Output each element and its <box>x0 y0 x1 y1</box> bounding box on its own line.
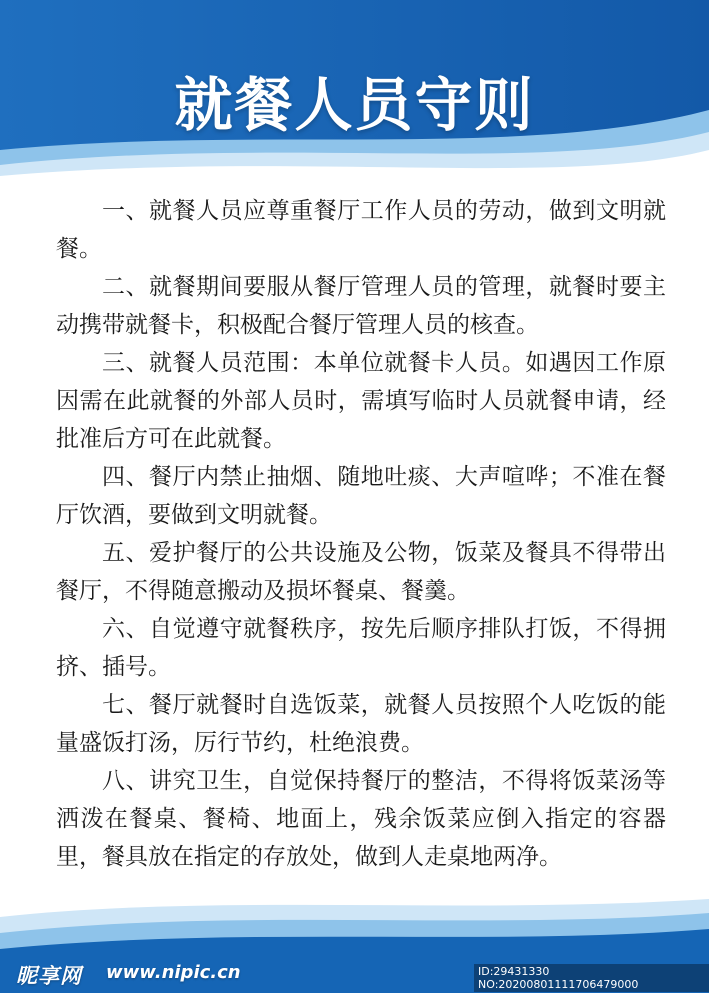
rules-list <box>56 192 666 876</box>
watermark-site: www.nipic.cn <box>106 962 241 983</box>
rule-item: 一、就餐人员应尊重餐厅工作人员的劳动，做到文明就餐。 <box>56 198 666 262</box>
rule-item: 七、餐厅就餐时自选饭菜，就餐人员按照个人吃饭的能量盛饭打汤，厉行节约，杜绝浪费。 <box>56 692 666 756</box>
rule-item: 八、讲究卫生，自觉保持餐厅的整洁，不得将饭菜汤等洒泼在餐桌、餐椅、地面上，残余饭菜应倒入指定的容器里，餐具放在指定的存放处，做到人走桌地两净。 <box>56 768 666 870</box>
rule-item: 三、就餐人员范围：本单位就餐卡人员。如遇因工作原因需在此就餐的外部人员时，需填写临时人员就餐申请，经批准后方可在此就餐。 <box>56 350 666 452</box>
rule-item: 六、自觉遵守就餐秩序，按先后顺序排队打饭，不得拥挤、插号。 <box>56 616 666 680</box>
watermark-id: ID:29431330 NO:20200801111706479000 <box>474 964 709 992</box>
watermark-logo: 昵享网 <box>16 964 82 988</box>
page-title: 就餐人员守则 <box>174 71 535 139</box>
rule-item: 四、餐厅内禁止抽烟、随地吐痰、大声喧哗；不准在餐厅饮酒，要做到文明就餐。 <box>56 464 666 528</box>
rule-item: 五、爱护餐厅的公共设施及公物，饭菜及餐具不得带出餐厅，不得随意搬动及损坏餐桌、餐羹。 <box>56 540 666 604</box>
rule-item: 二、就餐期间要服从餐厅管理人员的管理，就餐时要主动携带就餐卡，积极配合餐厅管理人员的核查。 <box>56 274 666 338</box>
